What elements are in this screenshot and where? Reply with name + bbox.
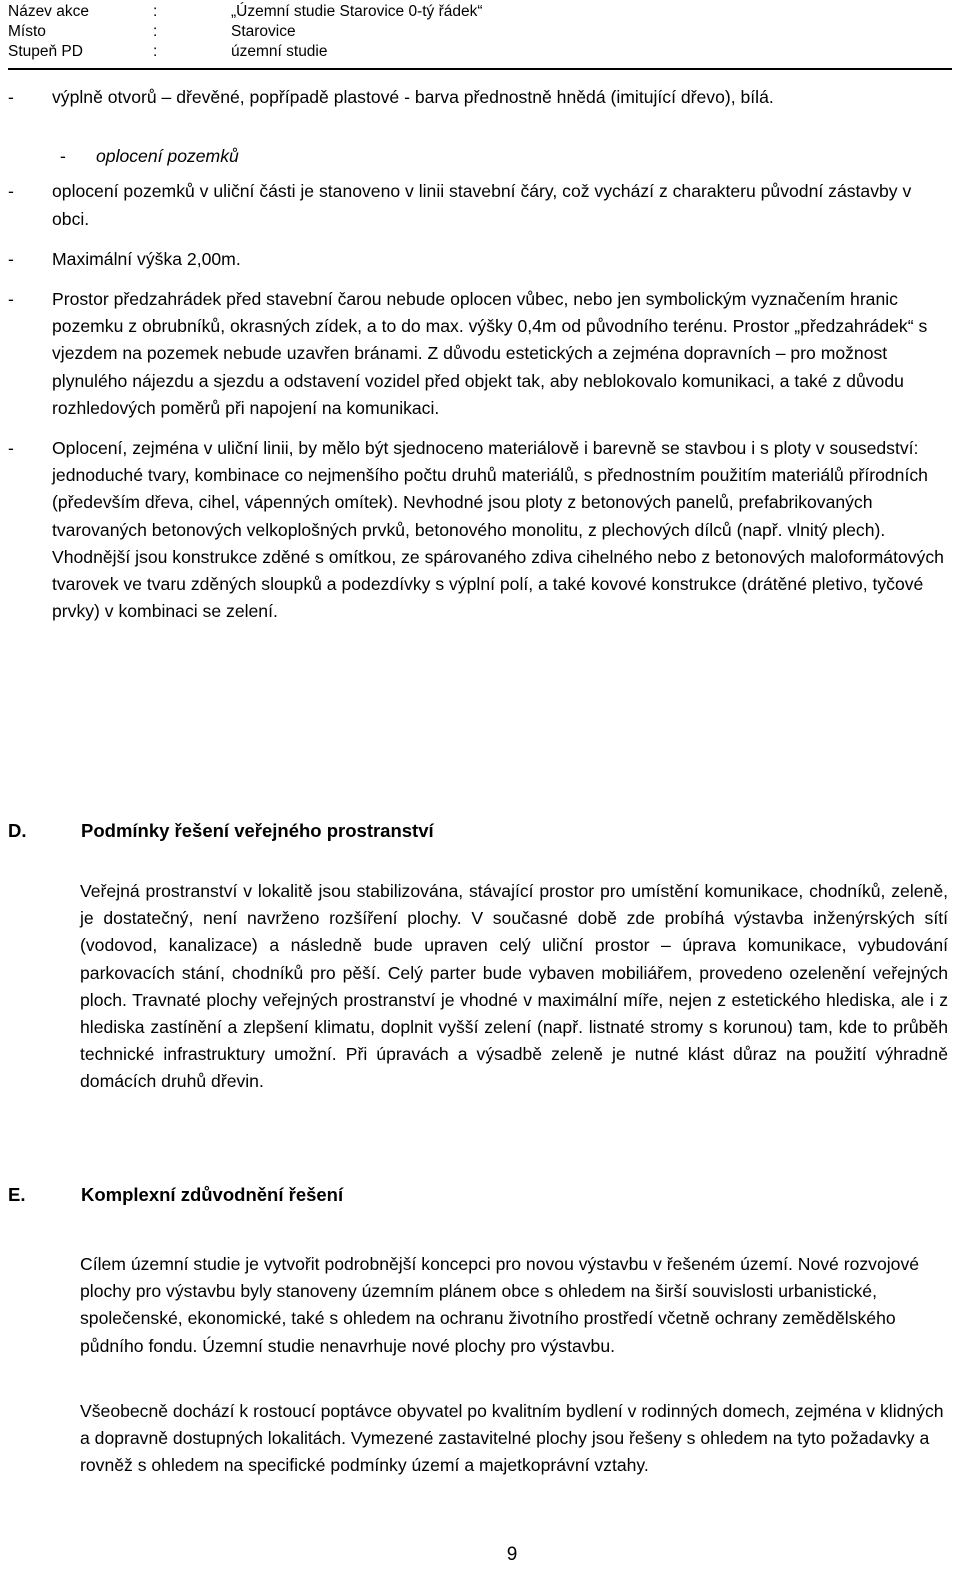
bullet-text: Oplocení, zejména v uliční linii, by mělo být sjednoceno materiálově i barevně se stavbou i s ploty v sousedství: jednoduché tvary, kombinace co nejmenšího počtu druhů materiálů, s přednostním použitím materiálů přírodních (především dřeva, cihel, vápenných omítek). Nevhodné jsou ploty z betonových panelů, prefabrikovaných tvarovaných betonových velkoplošných prvků, betonového monolitu, z plechových dílců (např. vlnitý plech). Vhodnější jsou konstrukce zděné s omítkou, ze spárovaného zdiva cihelného nebo z betonových maloformátových tvarovek ve tvaru zděných sloupků a podezdívky s výplní polí, a také kovové konstrukce (drátěné pletivo, tyčové prvky) v kombinaci se zelení. — [52, 438, 944, 622]
list-item — [8, 286, 952, 422]
header-label: Název akce — [8, 3, 89, 20]
bullet-text: výplně otvorů – dřevěné, popřípadě plastové - barva přednostně hnědá (imitující dřevo), bílá. — [52, 87, 774, 107]
bullet-text: oplocení pozemků — [96, 146, 239, 167]
section-e-paragraph-1: Cílem územní studie je vytvořit podrobnější koncepci pro novou výstavbu v řešeném území. Nové rozvojové plochy pro výstavbu byly stanoveny územním plánem obce s ohledem na širší souvislosti urbanistické, společenské, ekonomické, také s ohledem na ochranu životního prostředí včetně ochrany zemědělského půdního fondu. Územní studie nenavrhuje nové plochy pro výstavbu. — [80, 1254, 920, 1356]
section-letter: D. — [8, 820, 27, 841]
list-item — [8, 178, 952, 232]
header-colon: : — [153, 43, 158, 60]
bullet-dash: - — [60, 146, 66, 167]
header-divider — [8, 68, 952, 70]
header-row-location — [8, 22, 952, 42]
bullet-dash: - — [8, 289, 14, 310]
section-title: Komplexní zdůvodnění řešení — [81, 1184, 344, 1205]
bullet-text: Prostor předzahrádek před stavební čarou nebude oplocen vůbec, nebo jen symbolickým vyznačením hranic pozemku z obrubníků, okrasných zídek, a to do max. výšky 0,4m od původního terénu. Prostor „předzahrádek“ s vjezdem na pozemek nebude uzavřen bránami. Z důvodu estetických a zejména dopravních – pro možnost plynulého nájezdu a sjezdu a odstavení vozidel před objekt tak, aby neblokovalo komunikaci, a také z důvodu rozhledových poměrů při napojení na komunikaci. — [52, 289, 928, 418]
header-colon: : — [153, 23, 158, 40]
document-header — [8, 2, 952, 62]
list-item — [8, 84, 952, 111]
bullet-text: Maximální výška 2,00m. — [52, 248, 241, 269]
section-letter: E. — [8, 1184, 26, 1205]
bullet-text: oplocení pozemků v uliční části je stanoveno v linii stavební čáry, což vychází z charakteru původní zástavby v obci. — [52, 181, 912, 229]
page-number: 9 — [506, 1544, 518, 1565]
section-d-paragraph: Veřejná prostranství v lokalitě jsou stabilizována, stávající prostor pro umístění komunikace, chodníků, zeleně, je dostatečný, není navrženo rozšíření plochy. V současné době zde probíhá výstavba inženýrských sítí (vodovod, kanalizace) a následně bude upraven celý uliční prostor – úprava komunikace, vybudování parkovacích stání, chodníků pro pěší. Celý parter bude vybaven mobiliářem, provedeno ozelenění veřejných ploch. Travnaté plochy veřejných prostranství je vhodné v maximální míře, nejen z estetického hlediska, ale i z hlediska zastínění a zlepšení klimatu, doplnit vyšší zelení (např. listnaté stromy s korunou) tam, kde to průběh technické infrastruktury umožní. Při úpravách a výsadbě zeleně je nutné klást důraz na použití výhradně domácích druhů dřevin. — [80, 881, 948, 1092]
list-item — [8, 435, 952, 625]
header-colon: : — [153, 3, 158, 20]
bullet-dash: - — [8, 438, 14, 459]
section-title: Podmínky řešení veřejného prostranství — [81, 820, 434, 841]
section-e-paragraph-2: Všeobecně dochází k rostoucí poptávce obyvatel po kvalitním bydlení v rodinných domech, zejména v klidných a dopravně dostupných lokalitách. Vymezené zastavitelné plochy jsou řešeny s ohledem na tyto požadavky a rovněž s ohledem na specifické podmínky území a majetkoprávní vztahy. — [80, 1401, 944, 1476]
header-value: „Územní studie Starovice 0-tý řádek“ — [231, 3, 483, 20]
header-row-stage — [8, 42, 952, 62]
header-row-project — [8, 2, 952, 22]
header-value: Starovice — [231, 23, 296, 40]
bullet-dash: - — [8, 248, 14, 269]
bullet-list — [8, 84, 952, 625]
list-item-subheading — [8, 143, 952, 170]
section-heading-e — [8, 1181, 343, 1208]
header-label: Stupeň PD — [8, 43, 83, 60]
list-item — [8, 246, 952, 273]
header-value: územní studie — [231, 43, 328, 60]
bullet-dash: - — [8, 181, 14, 202]
section-heading-d — [8, 817, 434, 844]
header-label: Místo — [8, 23, 46, 40]
bullet-dash: - — [8, 87, 14, 107]
